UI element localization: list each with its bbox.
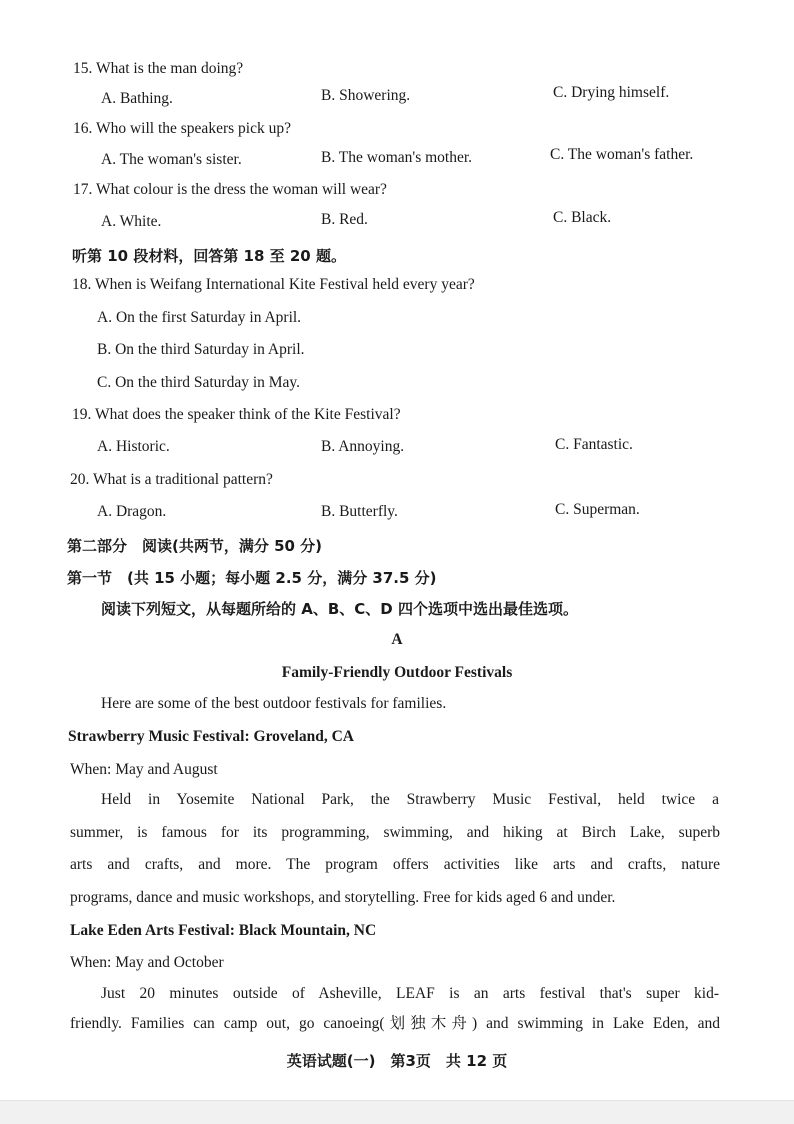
scan-bottom-margin: [0, 1100, 794, 1124]
listening-instruction-10: 听第 10 段材料，回答第 18 至 20 题。: [72, 247, 346, 265]
question-20-stem: 20. What is a traditional pattern?: [70, 471, 273, 488]
passage-title: Family-Friendly Outdoor Festivals: [281, 664, 513, 681]
festival-2-line-1: Just 20 minutes outside of Asheville, LEAF is an arts festival that's super kid-: [101, 985, 719, 1002]
section-one-title: 第一节 (共 15 小题；每小题 2.5 分，满分 37.5 分): [67, 569, 437, 587]
question-15-stem: 15. What is the man doing?: [73, 60, 244, 77]
question-20-option-c: C. Superman.: [555, 501, 640, 518]
festival-2-line-2: friendly. Families can camp out, go canoeing(划独木舟) and swimming in Lake Eden, and: [70, 1015, 720, 1032]
question-18-option-a: A. On the first Saturday in April.: [97, 309, 302, 326]
question-19-option-c: C. Fantastic.: [555, 436, 633, 453]
page-footer: 英语试题(一) 第3页 共 12 页: [286, 1052, 508, 1070]
festival-1-when: When: May and August: [70, 761, 218, 778]
question-15-option-a: A. Bathing.: [101, 90, 173, 107]
festival-1-line-3: arts and crafts, and more. The program offers activities like arts and crafts, nature: [70, 856, 720, 873]
festival-2-when: When: May and October: [70, 954, 224, 971]
question-16-option-b: B. The woman's mother.: [321, 149, 473, 166]
festival-1-line-4: programs, dance and music workshops, and storytelling. Free for kids aged 6 and under.: [70, 889, 616, 906]
question-19-stem: 19. What does the speaker think of the Kite Festival?: [72, 406, 401, 423]
question-18-option-b: B. On the third Saturday in April.: [97, 341, 305, 358]
festival-1-name: Strawberry Music Festival: Groveland, CA: [68, 728, 354, 745]
question-16-option-a: A. The woman's sister.: [101, 151, 242, 168]
festival-1-line-2: summer, is famous for its programming, swimming, and hiking at Birch Lake, superb: [70, 824, 720, 841]
festival-2-name: Lake Eden Arts Festival: Black Mountain, NC: [70, 922, 377, 939]
question-17-option-b: B. Red.: [321, 211, 368, 228]
question-17-stem: 17. What colour is the dress the woman will wear?: [73, 181, 387, 198]
festival-1-line-1: Held in Yosemite National Park, the Strawberry Music Festival, held twice a: [101, 791, 719, 808]
question-20-option-b: B. Butterfly.: [321, 503, 398, 520]
question-19-option-a: A. Historic.: [97, 438, 170, 455]
question-18-option-c: C. On the third Saturday in May.: [97, 374, 301, 391]
part-two-title: 第二部分 阅读(共两节，满分 50 分): [67, 537, 323, 555]
question-20-option-a: A. Dragon.: [97, 503, 167, 520]
question-18-stem: 18. When is Weifang International Kite Festival held every year?: [72, 276, 475, 293]
question-19-option-b: B. Annoying.: [321, 438, 405, 455]
question-16-stem: 16. Who will the speakers pick up?: [73, 120, 291, 137]
question-17-option-a: A. White.: [101, 213, 162, 230]
question-16-option-c: C. The woman's father.: [550, 146, 694, 163]
passage-letter: A: [391, 631, 403, 648]
question-17-option-c: C. Black.: [553, 209, 612, 226]
passage-intro: Here are some of the best outdoor festivals for families.: [101, 695, 447, 712]
section-one-instruction: 阅读下列短文，从每题所给的 A、B、C、D 四个选项中选出最佳选项。: [101, 600, 578, 618]
question-15-option-b: B. Showering.: [321, 87, 411, 104]
question-15-option-c: C. Drying himself.: [553, 84, 670, 101]
